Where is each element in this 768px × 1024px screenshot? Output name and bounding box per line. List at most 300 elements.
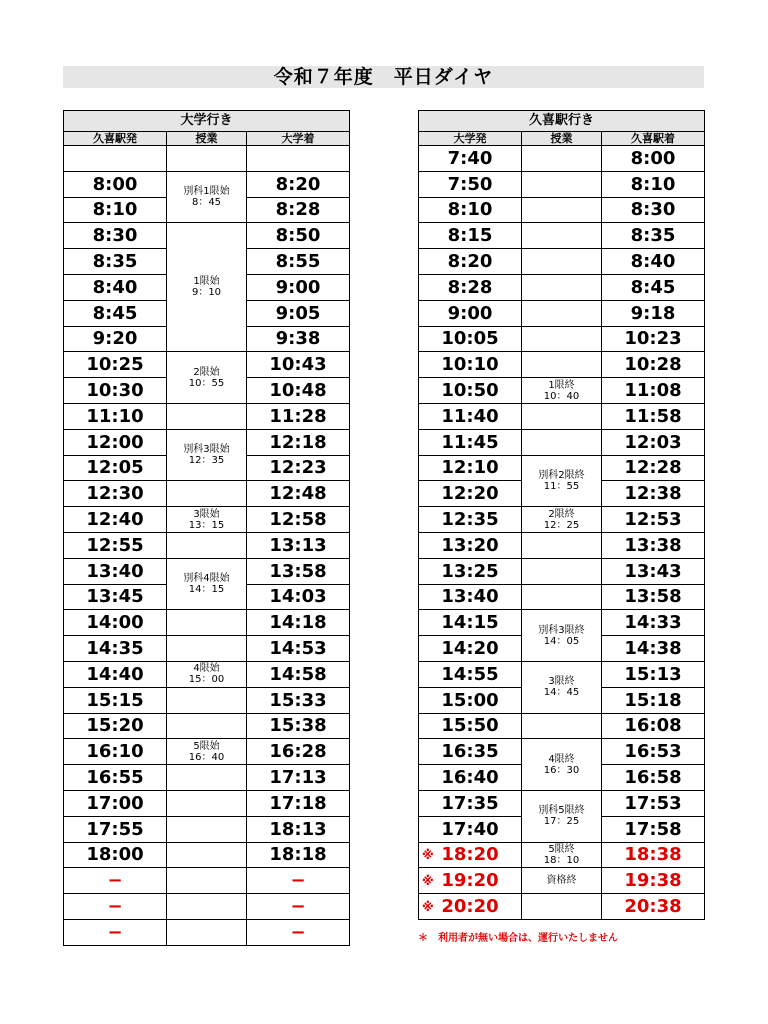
departure-time xyxy=(419,584,522,610)
departure-time-text: 15:15 xyxy=(86,689,144,711)
class-period-empty xyxy=(522,429,602,455)
class-period-empty xyxy=(167,713,247,739)
departure-time xyxy=(64,352,167,378)
departure-time-text: 8:45 xyxy=(92,302,138,324)
table-row xyxy=(419,790,705,816)
departure-time-text: 12:20 xyxy=(441,483,499,505)
departure-time-text: 18:20 xyxy=(441,844,499,866)
class-period-time: 10：40 xyxy=(543,390,580,402)
departure-time-text: 12:05 xyxy=(86,457,144,479)
arrival-time xyxy=(247,146,350,172)
departure-time xyxy=(64,661,167,687)
departure-time xyxy=(64,507,167,533)
table-row xyxy=(419,223,705,249)
arrival-time: 12:23 xyxy=(247,455,350,481)
arrival-time: 17:53 xyxy=(602,790,705,816)
class-period-empty xyxy=(522,326,602,352)
arrival-time: 9:38 xyxy=(247,326,350,352)
table-row xyxy=(64,868,350,894)
arrival-time: 12:03 xyxy=(602,429,705,455)
departure-time xyxy=(419,868,522,894)
table-row xyxy=(64,481,350,507)
departure-time xyxy=(64,197,167,223)
departure-time-text: 8:10 xyxy=(92,199,138,221)
arrival-time: 17:18 xyxy=(247,790,350,816)
class-period xyxy=(167,223,247,352)
departure-time xyxy=(64,842,167,868)
arrival-time: 12:53 xyxy=(602,507,705,533)
departure-time xyxy=(64,326,167,352)
departure-time-text: 19:20 xyxy=(441,870,499,892)
table-row xyxy=(64,790,350,816)
timetable-to-kuki-station xyxy=(418,110,705,920)
class-period-empty xyxy=(167,687,247,713)
class-period-label: 別科1限始 xyxy=(183,186,230,198)
class-period-time: 11：55 xyxy=(543,480,580,492)
class-period xyxy=(167,171,247,223)
departure-time-text: 16:35 xyxy=(441,741,499,763)
table-row xyxy=(64,146,350,172)
departure-time xyxy=(64,919,167,945)
class-period-empty xyxy=(167,146,247,172)
arrival-time: 10:43 xyxy=(247,352,350,378)
table-row xyxy=(419,249,705,275)
class-period-label: 4限終 xyxy=(548,753,575,765)
arrival-time: 15:18 xyxy=(602,687,705,713)
class-period xyxy=(522,739,602,791)
table-row xyxy=(419,326,705,352)
class-period xyxy=(522,661,602,713)
class-period-empty xyxy=(522,894,602,920)
class-period xyxy=(167,507,247,533)
departure-time xyxy=(419,765,522,791)
reference-mark: ※ xyxy=(422,899,434,914)
class-period xyxy=(167,558,247,610)
departure-time-text: 17:40 xyxy=(441,818,499,840)
departure-time-text: 10:50 xyxy=(441,380,499,402)
table-row xyxy=(64,636,350,662)
timetable-to-university xyxy=(63,110,350,946)
departure-time xyxy=(419,326,522,352)
departure-time-text: 10:25 xyxy=(86,354,144,376)
departure-time-text: 12:30 xyxy=(86,483,144,505)
departure-time xyxy=(64,300,167,326)
class-period-empty xyxy=(522,171,602,197)
departure-time xyxy=(419,507,522,533)
class-period-empty xyxy=(167,636,247,662)
arrival-time: 8:55 xyxy=(247,249,350,275)
departure-time-text: 8:28 xyxy=(447,276,493,298)
class-period-label: 2限終 xyxy=(548,508,575,520)
departure-time-text: 10:10 xyxy=(441,354,499,376)
class-period-time: 16：40 xyxy=(188,751,225,763)
reference-mark: ※ xyxy=(422,847,434,862)
class-period-label: 1限終 xyxy=(548,379,575,391)
arrival-time: 13:38 xyxy=(602,532,705,558)
departure-time xyxy=(419,842,522,868)
column-header: 久喜駅発 xyxy=(64,132,167,146)
arrival-time: 11:28 xyxy=(247,403,350,429)
arrival-time: 13:58 xyxy=(602,584,705,610)
arrival-time: 10:28 xyxy=(602,352,705,378)
class-period-time: 14：15 xyxy=(188,584,225,596)
departure-time xyxy=(64,558,167,584)
table-row xyxy=(64,739,350,765)
class-period-label: 別科2限終 xyxy=(538,469,585,481)
table-row xyxy=(64,919,350,945)
class-period xyxy=(167,352,247,404)
table-row xyxy=(64,713,350,739)
departure-time xyxy=(64,403,167,429)
departure-time-text: 7:40 xyxy=(447,147,493,169)
departure-time-text: 14:20 xyxy=(441,638,499,660)
arrival-time: 14:53 xyxy=(247,636,350,662)
arrival-time: 15:38 xyxy=(247,713,350,739)
arrival-time: 9:18 xyxy=(602,300,705,326)
column-headers xyxy=(419,132,705,146)
departure-time-text: 20:20 xyxy=(441,896,499,917)
departure-time-text: 11:45 xyxy=(441,431,499,453)
class-period xyxy=(522,507,602,533)
departure-time xyxy=(419,481,522,507)
departure-time xyxy=(64,223,167,249)
table-row xyxy=(419,868,705,894)
class-period xyxy=(522,378,602,404)
table-row xyxy=(419,146,705,172)
table-row xyxy=(419,300,705,326)
table-row xyxy=(64,171,350,197)
departure-time-text: 14:00 xyxy=(86,612,144,634)
departure-time-text: 13:40 xyxy=(441,586,499,608)
table-row xyxy=(64,532,350,558)
class-period-empty xyxy=(522,223,602,249)
departure-time-text: − xyxy=(107,896,123,917)
arrival-time: 12:38 xyxy=(602,481,705,507)
departure-time xyxy=(64,532,167,558)
arrival-time: 14:18 xyxy=(247,610,350,636)
class-period-label: 2限始 xyxy=(193,366,220,378)
class-period-empty xyxy=(167,894,247,920)
table-row xyxy=(64,816,350,842)
departure-time-text: − xyxy=(107,870,123,892)
class-period-empty xyxy=(522,300,602,326)
departure-time xyxy=(64,584,167,610)
departure-time-text: 12:00 xyxy=(86,431,144,453)
arrival-time: 8:40 xyxy=(602,249,705,275)
departure-time xyxy=(419,894,522,920)
class-period-empty xyxy=(167,403,247,429)
arrival-time: 10:23 xyxy=(602,326,705,352)
departure-time xyxy=(64,610,167,636)
departure-time-text: 12:35 xyxy=(441,509,499,531)
departure-time xyxy=(64,790,167,816)
departure-time xyxy=(419,146,522,172)
departure-time xyxy=(419,378,522,404)
column-headers xyxy=(64,132,350,146)
departure-time-text: 16:55 xyxy=(86,767,144,789)
class-period-label: 3限始 xyxy=(193,508,220,520)
departure-time xyxy=(419,429,522,455)
table-row xyxy=(419,558,705,584)
departure-time-text: 12:40 xyxy=(86,509,144,531)
class-period-empty xyxy=(522,403,602,429)
table-row xyxy=(64,223,350,249)
class-period xyxy=(522,842,602,868)
departure-time xyxy=(64,816,167,842)
arrival-time: 10:48 xyxy=(247,378,350,404)
arrival-time: − xyxy=(247,868,350,894)
departure-time xyxy=(64,481,167,507)
reference-mark: ※ xyxy=(422,873,434,888)
class-period-label: 別科3限終 xyxy=(538,624,585,636)
class-period-label: 1限始 xyxy=(193,276,220,288)
class-period-empty xyxy=(167,610,247,636)
departure-time xyxy=(419,816,522,842)
departure-time xyxy=(64,378,167,404)
departure-time-text: 18:00 xyxy=(86,844,144,866)
page-title: 令和７年度 平日ダイヤ xyxy=(63,66,704,88)
departure-time-text: 8:35 xyxy=(92,251,138,273)
arrival-time: 19:38 xyxy=(602,868,705,894)
direction-label: 久喜駅行き xyxy=(419,111,705,132)
departure-time-text: 8:30 xyxy=(92,225,138,247)
departure-time-text: 12:10 xyxy=(441,457,499,479)
table-row xyxy=(64,661,350,687)
table-row xyxy=(64,610,350,636)
table-row xyxy=(64,352,350,378)
departure-time xyxy=(64,274,167,300)
departure-time-text: 16:40 xyxy=(441,767,499,789)
departure-time xyxy=(64,765,167,791)
class-period-time: 13：15 xyxy=(188,519,225,531)
departure-time-text: − xyxy=(107,921,123,943)
class-period-empty xyxy=(167,765,247,791)
arrival-time: 13:43 xyxy=(602,558,705,584)
departure-time xyxy=(419,687,522,713)
arrival-time: 8:30 xyxy=(602,197,705,223)
table-row xyxy=(419,197,705,223)
column-header: 大学発 xyxy=(419,132,522,146)
departure-time-text: 8:15 xyxy=(447,225,493,247)
departure-time xyxy=(64,249,167,275)
departure-time xyxy=(419,713,522,739)
column-header: 大学着 xyxy=(247,132,350,146)
table-row xyxy=(419,894,705,920)
departure-time-text: 8:00 xyxy=(92,173,138,195)
departure-time-text: 14:15 xyxy=(441,612,499,634)
departure-time xyxy=(419,455,522,481)
departure-time xyxy=(419,610,522,636)
class-period xyxy=(522,455,602,507)
departure-time xyxy=(419,403,522,429)
departure-time xyxy=(419,790,522,816)
arrival-time: − xyxy=(247,919,350,945)
departure-time xyxy=(419,300,522,326)
departure-time xyxy=(64,713,167,739)
class-period-label: 別科5限終 xyxy=(538,805,585,817)
departure-time-text: 17:00 xyxy=(86,792,144,814)
class-period-time: 9：10 xyxy=(191,287,222,299)
class-period-empty xyxy=(167,790,247,816)
departure-time xyxy=(419,739,522,765)
class-period xyxy=(167,429,247,481)
table-row xyxy=(64,507,350,533)
table-row xyxy=(419,584,705,610)
table-row xyxy=(64,558,350,584)
class-period-empty xyxy=(522,197,602,223)
class-period-time: 16：30 xyxy=(543,764,580,776)
table-row xyxy=(64,765,350,791)
departure-time-text: 12:55 xyxy=(86,534,144,556)
class-period-time: 12：35 xyxy=(188,455,225,467)
arrival-time: 9:00 xyxy=(247,274,350,300)
departure-time xyxy=(64,687,167,713)
departure-time-text: 14:55 xyxy=(441,663,499,685)
class-period xyxy=(522,868,602,894)
departure-time xyxy=(64,171,167,197)
class-period-label: 別科3限始 xyxy=(183,444,230,456)
table-row xyxy=(64,842,350,868)
departure-time-text: 17:55 xyxy=(86,818,144,840)
arrival-time: 8:00 xyxy=(602,146,705,172)
arrival-time: 20:38 xyxy=(602,894,705,920)
departure-time xyxy=(419,171,522,197)
departure-time-text: 17:35 xyxy=(441,792,499,814)
table-row xyxy=(419,713,705,739)
arrival-time: 8:35 xyxy=(602,223,705,249)
class-period-time: 15：00 xyxy=(188,674,225,686)
arrival-time: 8:50 xyxy=(247,223,350,249)
table-row xyxy=(419,378,705,404)
column-header: 授業 xyxy=(167,132,247,146)
arrival-time: 13:13 xyxy=(247,532,350,558)
arrival-time: 14:33 xyxy=(602,610,705,636)
table-row xyxy=(419,532,705,558)
column-header: 久喜駅着 xyxy=(602,132,705,146)
class-period-time: 8：45 xyxy=(191,197,222,209)
arrival-time: 18:18 xyxy=(247,842,350,868)
departure-time-text: 7:50 xyxy=(447,173,493,195)
departure-time-text: 15:00 xyxy=(441,689,499,711)
class-period-empty xyxy=(522,558,602,584)
class-period-empty xyxy=(167,816,247,842)
arrival-time: 11:08 xyxy=(602,378,705,404)
table-row xyxy=(419,171,705,197)
departure-time xyxy=(64,636,167,662)
departure-time-text: 15:50 xyxy=(441,715,499,737)
table-header xyxy=(419,111,705,132)
class-period-label: 別科4限始 xyxy=(183,573,230,585)
departure-time xyxy=(419,223,522,249)
class-period-time: 17：25 xyxy=(543,816,580,828)
departure-time xyxy=(64,455,167,481)
departure-time xyxy=(64,739,167,765)
class-period-empty xyxy=(522,146,602,172)
arrival-time: 17:58 xyxy=(602,816,705,842)
departure-time-text: 11:40 xyxy=(441,405,499,427)
table-row xyxy=(64,894,350,920)
departure-time-text: 10:30 xyxy=(86,380,144,402)
direction-label: 大学行き xyxy=(64,111,350,132)
arrival-time: 16:53 xyxy=(602,739,705,765)
arrival-time: 17:13 xyxy=(247,765,350,791)
arrival-time: 12:18 xyxy=(247,429,350,455)
class-period-empty xyxy=(522,584,602,610)
class-period-label: 5限終 xyxy=(548,843,575,855)
arrival-time: 14:58 xyxy=(247,661,350,687)
departure-time-text: 13:45 xyxy=(86,586,144,608)
class-period-empty xyxy=(167,532,247,558)
departure-time-text: 13:25 xyxy=(441,560,499,582)
arrival-time: 8:45 xyxy=(602,274,705,300)
class-period-empty xyxy=(522,713,602,739)
arrival-time: 15:33 xyxy=(247,687,350,713)
departure-time-text: 15:20 xyxy=(86,715,144,737)
class-period xyxy=(167,739,247,765)
table-row xyxy=(419,455,705,481)
class-period xyxy=(167,661,247,687)
class-period xyxy=(522,610,602,662)
arrival-time: 8:28 xyxy=(247,197,350,223)
departure-time xyxy=(419,661,522,687)
table-row xyxy=(419,507,705,533)
departure-time xyxy=(419,249,522,275)
class-period-empty xyxy=(167,481,247,507)
arrival-time: 16:28 xyxy=(247,739,350,765)
arrival-time: − xyxy=(247,894,350,920)
departure-time xyxy=(64,429,167,455)
departure-time xyxy=(64,894,167,920)
table-row xyxy=(64,429,350,455)
operation-note: ＊ 利用者が無い場合は、運行いたしません xyxy=(418,933,618,944)
class-period xyxy=(522,790,602,842)
class-period-time: 10：55 xyxy=(188,377,225,389)
departure-time xyxy=(64,146,167,172)
table-row xyxy=(419,842,705,868)
departure-time-text: 8:20 xyxy=(447,251,493,273)
class-period-label: 3限終 xyxy=(548,676,575,688)
arrival-time: 9:05 xyxy=(247,300,350,326)
class-period-label: 5限始 xyxy=(193,740,220,752)
arrival-time: 12:48 xyxy=(247,481,350,507)
class-period-label: 資格終 xyxy=(546,875,577,887)
column-header: 授業 xyxy=(522,132,602,146)
class-period-time: 14：45 xyxy=(543,687,580,699)
departure-time-text: 14:40 xyxy=(86,663,144,685)
arrival-time: 12:28 xyxy=(602,455,705,481)
departure-time-text: 8:10 xyxy=(447,199,493,221)
arrival-time: 13:58 xyxy=(247,558,350,584)
departure-time xyxy=(419,352,522,378)
departure-time-text: 13:20 xyxy=(441,534,499,556)
departure-time-text: 10:05 xyxy=(441,328,499,350)
departure-time-text: 8:40 xyxy=(92,276,138,298)
table-row xyxy=(64,687,350,713)
departure-time-text: 9:00 xyxy=(447,302,493,324)
class-period-empty xyxy=(522,532,602,558)
departure-time xyxy=(419,274,522,300)
arrival-time: 14:03 xyxy=(247,584,350,610)
table-row xyxy=(64,403,350,429)
arrival-time: 15:13 xyxy=(602,661,705,687)
class-period-label: 4限始 xyxy=(193,663,220,675)
table-header xyxy=(64,111,350,132)
class-period-time: 14：05 xyxy=(543,635,580,647)
class-period-empty xyxy=(167,919,247,945)
arrival-time: 18:13 xyxy=(247,816,350,842)
departure-time-text: 11:10 xyxy=(86,405,144,427)
arrival-time: 14:38 xyxy=(602,636,705,662)
